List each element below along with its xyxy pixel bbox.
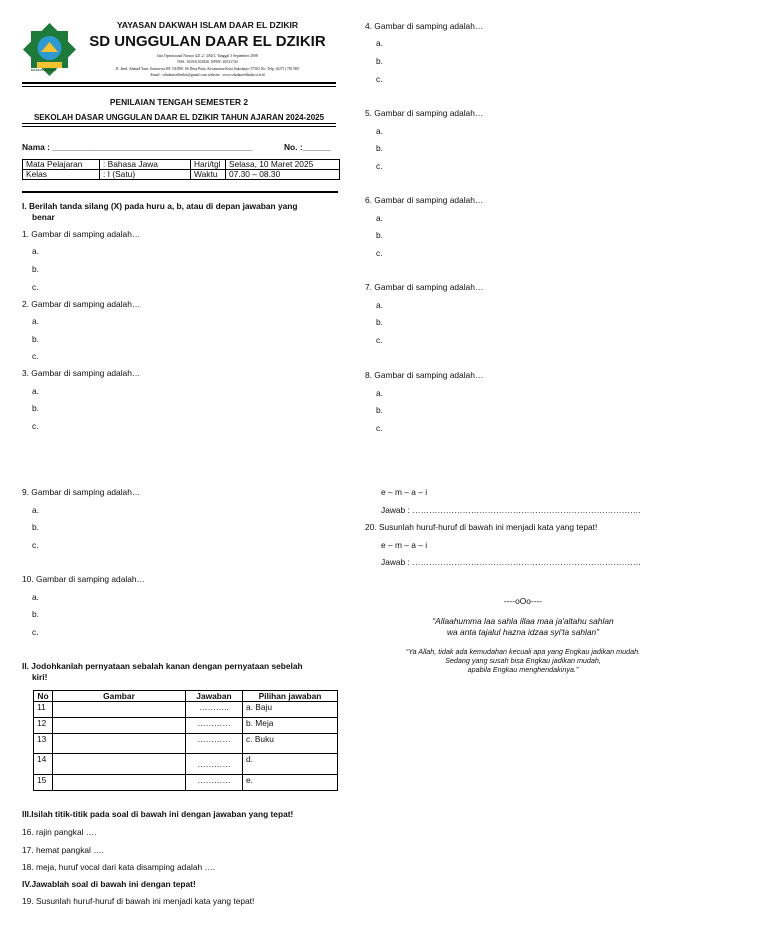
prayer-line-2: wa anta tajalul hazna idzaa syi'ta sahlan” xyxy=(447,627,599,637)
question-16: 16. rajin pangkal …. xyxy=(22,827,97,837)
question-4: 4. Gambar di samping adalah… xyxy=(365,21,484,31)
option-a[interactable]: a. xyxy=(32,246,39,256)
question-20-answer[interactable]: Jawab : ………………………………………………………………………. xyxy=(381,557,641,567)
translation-line-1: “Ya Allah, tidak ada kemudahan kecuali apa yang Engkau jadikan mudah. xyxy=(405,647,641,656)
info-cell: Waktu xyxy=(191,170,226,180)
question-8: 8. Gambar di samping adalah… xyxy=(365,370,484,380)
question-19-letters: e – m – a – i xyxy=(381,487,428,497)
logo-text: DAAR EL DZIKIR xyxy=(31,68,57,72)
header-divider-thin xyxy=(22,86,336,87)
translation-line-3: apabila Engkau menghendakinya.” xyxy=(467,665,579,674)
answer-blank[interactable]: ……….. xyxy=(186,702,243,718)
option-c[interactable]: c. xyxy=(32,351,39,361)
exam-subtitle: SEKOLAH DASAR UNGGULAN DAAR EL DZIKIR TAHUN AJARAN 2024-2025 xyxy=(33,113,325,122)
exam-title: PENILAIAN TENGAH SEMESTER 2 xyxy=(109,97,249,107)
option-a[interactable]: a. xyxy=(32,386,39,396)
info-row xyxy=(23,160,340,170)
col-pilihan: Pilihan jawaban xyxy=(243,691,338,702)
choice-cell: e. xyxy=(243,775,338,791)
option-c[interactable]: c. xyxy=(32,421,39,431)
option-a[interactable]: a. xyxy=(32,592,39,602)
question-5: 5. Gambar di samping adalah… xyxy=(365,108,484,118)
col-no: No xyxy=(34,691,53,702)
closing-mark: ----oOo---- xyxy=(503,596,543,606)
row-no: 13 xyxy=(34,734,53,754)
row-no: 15 xyxy=(34,775,53,791)
question-3: 3. Gambar di samping adalah… xyxy=(22,368,141,378)
option-c[interactable]: c. xyxy=(376,248,383,258)
option-c[interactable]: c. xyxy=(376,161,383,171)
permit-line: Izin Operasional Nomor 421.2 / 284/3, Tanggal 3 September 2008 xyxy=(157,54,258,58)
question-19: 19. Susunlah huruf-huruf di bawah ini menjadi kata yang tepat! xyxy=(22,896,255,906)
picture-cell xyxy=(53,718,186,734)
option-a[interactable]: a. xyxy=(376,300,383,310)
address-line: Jl. Jend. Ahmad Yani, Sonosewu RT. 03/RW. 06 Desa Bulu, Kecamatan Kota Sukoharjo 57563 No. Telp. (0271) 781 000 xyxy=(115,67,300,71)
question-20-letters: e – m – a – i xyxy=(381,540,428,550)
info-cell: : Bahasa Jawa xyxy=(100,160,191,170)
option-c[interactable]: c. xyxy=(376,423,383,433)
info-cell: Mata Pelajaran xyxy=(23,160,100,170)
question-20: 20. Susunlah huruf-huruf di bawah ini menjadi kata yang tepat! xyxy=(365,522,598,532)
question-18: 18. meja, huruf vocal dari kata disamping adalah …. xyxy=(22,862,216,872)
section1-title-cont: benar xyxy=(32,212,55,222)
row-no: 14 xyxy=(34,754,53,775)
section2-title-cont: kiri! xyxy=(32,672,48,682)
name-field[interactable]: Nama : ___________________________________________ xyxy=(22,142,253,152)
option-b[interactable]: b. xyxy=(32,403,39,413)
question-9: 9. Gambar di samping adalah… xyxy=(22,487,141,497)
exam-info-table xyxy=(22,159,340,180)
answer-blank[interactable]: ………… xyxy=(186,734,243,754)
title-divider xyxy=(22,123,336,124)
option-a[interactable]: a. xyxy=(376,38,383,48)
option-b[interactable]: b. xyxy=(376,56,383,66)
matching-table xyxy=(33,690,338,791)
section3-title: III.Isilah titik-titik pada soal di bawah ini dengan jawaban yang tepat! xyxy=(22,809,294,819)
title-divider-2 xyxy=(22,126,336,127)
choice-cell: a. Baju xyxy=(243,702,338,718)
matching-header-row xyxy=(34,691,338,702)
option-a[interactable]: a. xyxy=(32,505,39,515)
question-7: 7. Gambar di samping adalah… xyxy=(365,282,484,292)
header-divider xyxy=(22,82,336,84)
table-row xyxy=(34,754,338,775)
picture-cell xyxy=(53,754,186,775)
option-a[interactable]: a. xyxy=(376,213,383,223)
info-cell: Selasa, 10 Maret 2025 xyxy=(226,160,340,170)
foundation-name: YAYASAN DAKWAH ISLAM DAAR EL DZIKIR xyxy=(116,20,299,30)
option-b[interactable]: b. xyxy=(32,334,39,344)
col-gambar: Gambar xyxy=(53,691,186,702)
option-b[interactable]: b. xyxy=(376,143,383,153)
number-field[interactable]: No. :______ xyxy=(284,142,331,152)
picture-cell xyxy=(53,702,186,718)
choice-cell: d. xyxy=(243,754,338,775)
option-c[interactable]: c. xyxy=(32,282,39,292)
question-17: 17. hemat pangkal …. xyxy=(22,845,104,855)
section2-title: II. Jodohkanlah pernyataan sebalah kanan dengan pernyataan sebelah xyxy=(22,661,303,671)
section4-title: IV.Jawablah soal di bawah ini dengan tepat! xyxy=(22,879,196,889)
email-line: Email : sdudaarseldzikir@gmail.com website : www.sdudaareldzikir.sch.id xyxy=(150,73,265,77)
option-c[interactable]: c. xyxy=(376,74,383,84)
col-jawaban: Jawaban xyxy=(186,691,243,702)
choice-cell: b. Meja xyxy=(243,718,338,734)
info-cell: 07.30 – 08.30 xyxy=(226,170,340,180)
option-c[interactable]: c. xyxy=(32,627,39,637)
table-row xyxy=(34,718,338,734)
answer-blank[interactable]: ………… xyxy=(186,754,243,775)
choice-cell: c. Buku xyxy=(243,734,338,754)
option-a[interactable]: a. xyxy=(376,126,383,136)
option-a[interactable]: a. xyxy=(32,316,39,326)
translation-line-2: Sedang yang susah bisa Engkau jadikan mudah, xyxy=(445,656,601,665)
option-b[interactable]: b. xyxy=(32,609,39,619)
question-19-answer[interactable]: Jawab : ………………………………………………………………………. xyxy=(381,505,641,515)
table-row xyxy=(34,775,338,791)
option-b[interactable]: b. xyxy=(376,317,383,327)
info-cell: Hari/tgl xyxy=(191,160,226,170)
answer-blank[interactable]: ………… xyxy=(186,775,243,791)
option-b[interactable]: b. xyxy=(32,522,39,532)
option-c[interactable]: c. xyxy=(32,540,39,550)
option-a[interactable]: a. xyxy=(376,388,383,398)
section1-title: I. Berilah tanda silang (X) pada huru a, b, atau di depan jawaban yang xyxy=(22,201,298,211)
school-name: SD UNGGULAN DAAR EL DZIKIR xyxy=(89,33,326,50)
option-b[interactable]: b. xyxy=(376,230,383,240)
answer-blank[interactable]: ………… xyxy=(186,718,243,734)
option-b[interactable]: b. xyxy=(376,405,383,415)
picture-cell xyxy=(53,775,186,791)
info-cell: : I (Satu) xyxy=(100,170,191,180)
question-1: 1. Gambar di samping adalah… xyxy=(22,229,141,239)
question-10: 10. Gambar di samping adalah… xyxy=(22,574,145,584)
row-no: 12 xyxy=(34,718,53,734)
info-cell: Kelas xyxy=(23,170,100,180)
option-b[interactable]: b. xyxy=(32,264,39,274)
nss-line: NSS: 102031102840, NPSN: 20541744 xyxy=(177,60,238,64)
table-row xyxy=(34,734,338,754)
info-divider xyxy=(22,191,338,193)
row-no: 11 xyxy=(34,702,53,718)
question-2: 2. Gambar di samping adalah… xyxy=(22,299,141,309)
option-c[interactable]: c. xyxy=(376,335,383,345)
table-row xyxy=(34,702,338,718)
question-6: 6. Gambar di samping adalah… xyxy=(365,195,484,205)
prayer-line-1: “Allaahumma laa sahla illaa maa ja'altahu sahlan xyxy=(432,616,614,626)
info-row xyxy=(23,170,340,180)
picture-cell xyxy=(53,734,186,754)
